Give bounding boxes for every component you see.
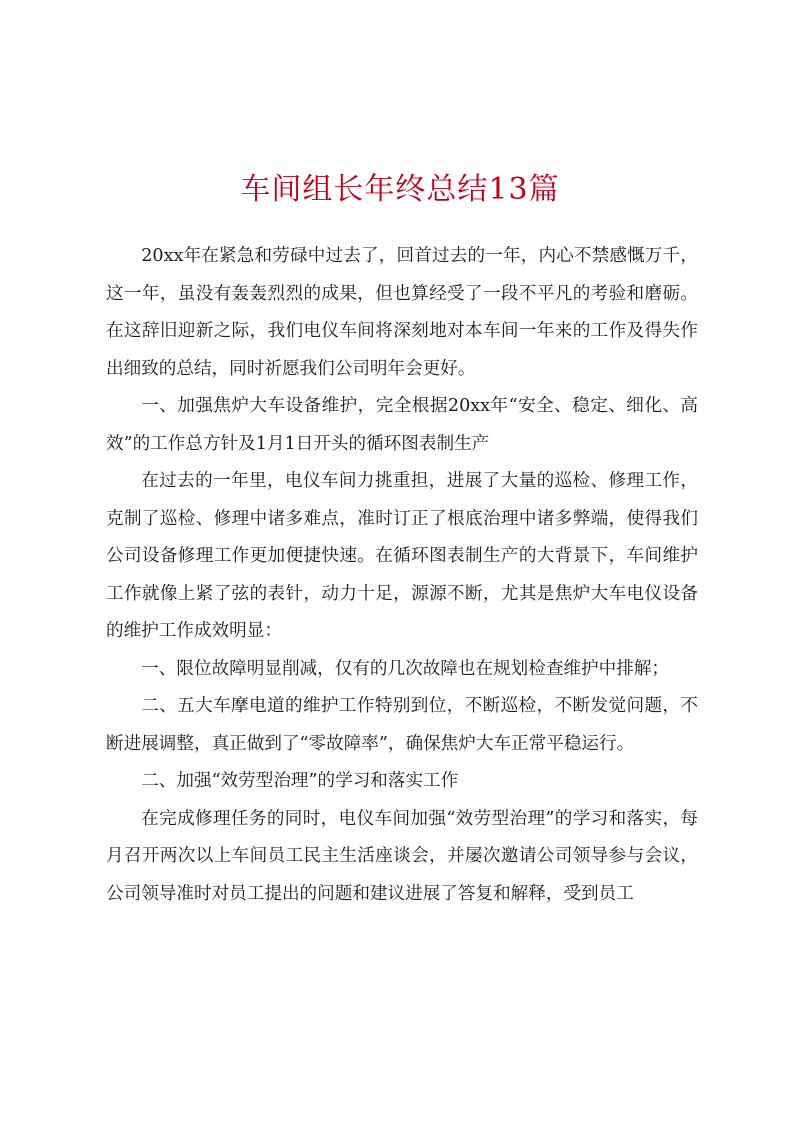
paragraph: 在完成修理任务的同时，电仪车间加强“效劳型治理”的学习和落实，每月召开两次以上车间员工民主生活座谈会，并屡次邀请公司领导参与会议，公司领导准时对员工提出的问题和建议进展了答复和解释，受到员工 (106, 808, 698, 904)
document-title: 车间组长年终总结13篇 (240, 172, 560, 207)
paragraph: 20xx年在紧急和劳碌中过去了，回首过去的一年，内心不禁感慨万千，这一年，虽没有轰轰烈烈的成果，但也算经受了一段不平凡的考验和磨砺。在这辞旧迎新之际，我们电仪车间将深刻地对本车间一年来的工作及得失作出细致的总结，同时祈愿我们公司明年会更好。 (106, 246, 698, 379)
list-item: 一、限位故障明显削减，仅有的几次故障也在规划检查维护中排解； (141, 658, 670, 679)
list-item: 二、五大车摩电道的维护工作特别到位，不断巡检，不断发觉问题，不断进展调整，真正做到了“零故障率”，确保焦炉大车正常平稳运行。 (106, 696, 698, 754)
section-heading: 二、加强“效劳型治理”的学习和落实工作 (141, 771, 459, 791)
paragraph: 在过去的一年里，电仪车间力挑重担，进展了大量的巡检、修理工作，克制了巡检、修理中诸多难点，准时订正了根底治理中诸多弊端，使得我们公司设备修理工作更加便捷快速。在循环图表制生产的大背景下，车间维护工作就像上紧了弦的表针，动力十足，源源不断，尤其是焦炉大车电仪设备的维护工作成效明显： (106, 471, 698, 641)
document-body (106, 238, 698, 913)
section-heading: 一、加强焦炉大车设备维护，完全根据20xx年“安全、稳定、细化、高效”的工作总方针及1月1日开头的循环图表制生产 (106, 396, 698, 454)
